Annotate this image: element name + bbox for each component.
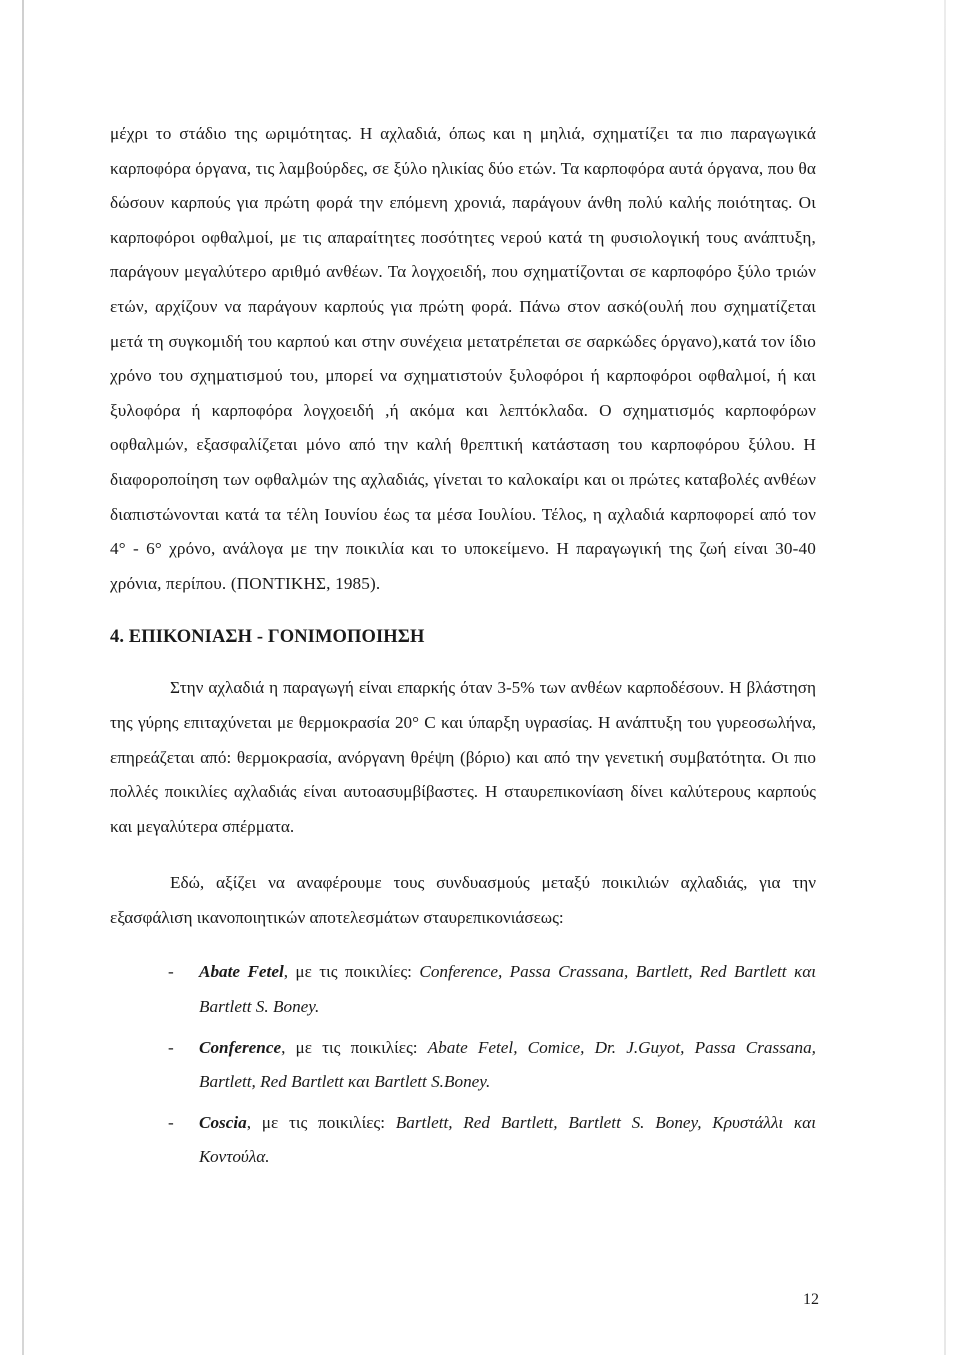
list-bullet: -: [168, 1037, 174, 1057]
pollinator-list: Bartlett, Red Bartlett, Bartlett S. Boney, Κρυστάλλι και Κοντούλα.: [199, 1112, 816, 1167]
list-bullet: -: [168, 1112, 174, 1132]
variety-name: Conference: [199, 1037, 282, 1057]
variety-name: Coscia: [199, 1112, 247, 1132]
document-page: [110, 117, 816, 1181]
variety-name: Abate Fetel: [199, 962, 284, 982]
list-item: [110, 1031, 816, 1100]
page-number: 12: [803, 1291, 819, 1308]
pollinator-list: Abate Fetel, Comice, Dr. J.Guyot, Passa Crassana, Bartlett, Red Bartlett και Bartlett S.Boney.: [199, 1037, 816, 1092]
section-heading: 4. ΕΠΙΚΟΝΙΑΣΗ - ΓΟΝΙΜΟΠΟΙΗΣΗ: [110, 627, 425, 648]
scan-edge-left: [22, 0, 24, 1355]
variety-separator: , με τις ποικιλίες:: [246, 1112, 396, 1132]
paragraph-pollination: Στην αχλαδιά η παραγωγή είναι επαρκής όταν 3-5% των ανθέων καρποδέσουν. Η βλάστηση της γύρης επιταχύνεται με θερμοκρασία 20° C και ύπαρξη υγρασίας. Η ανάπτυξη του γυρεοσωλήνα, επηρεάζεται από: θερμοκρασία, ανόργανη θρέψη (βόριο) και από την γενετική συμβατότητα. Οι πιο πολλές ποικιλίες αχλαδιάς είναι αυτοασυμβίβαστες. Η σταυρεπικονίαση δίνει καλύτερους καρπούς και μεγαλύτερα σπέρματα.: [110, 678, 816, 836]
scan-edge-right: [944, 0, 946, 1355]
variety-list: [110, 955, 816, 1175]
list-item: [110, 1106, 816, 1175]
list-item: [110, 955, 816, 1024]
paragraph-cross-pollination-intro: Εδώ, αξίζει να αναφέρουμε τους συνδυασμούς μεταξύ ποικιλιών αχλαδιάς, για την εξασφάλιση ικανοποιητικών αποτελεσμάτων σταυρεπικονιάσεως:: [110, 873, 816, 927]
paragraph-fruiting-organs: μέχρι το στάδιο της ωριμότητας. Η αχλαδιά, όπως και η μηλιά, σχηματίζει τα πιο παραγωγικά καρποφόρα όργανα, τις λαμβούρδες, σε ξύλο ηλικίας δύο ετών. Τα καρποφόρα αυτά όργανα, που θα δώσουν καρπούς για πρώτη φορά την επόμενη χρονιά, παράγουν άνθη πολύ καλής ποιότητας. Οι καρποφόροι οφθαλμοί, με τις απαραίτητες ποσότητες νερού κατά τη φυσιολογική τους ανάπτυξη, παράγουν μεγαλύτερο αριθμό ανθέων. Τα λογχοειδή, που σχηματίζονται σε καρποφόρο ξύλο τριών ετών, αρχίζουν να παράγουν καρπούς για πρώτη φορά. Πάνω στον ασκό(ουλή που σχηματίζεται μετά τη συγκομιδή του καρπού και στην συνέχεια μετατρέπεται σε σαρκώδες όργανο),κατά τον ίδιο χρόνο του σχηματισμού του, μπορεί να σχηματιστούν ξυλοφόροι ή καρποφόροι οφθαλμοί, ή και ξυλοφόρα ή καρποφόρα λογχοειδή ,ή ακόμα και λεπτόκλαδα. Ο σχηματισμός καρποφόρων οφθαλμών, εξασφαλίζεται μόνο από την καλή θρεπτική κατάσταση του καρποφόρου ξύλου. Η διαφοροποίηση των οφθαλμών της αχλαδιάς, γίνεται το καλοκαίρι και οι πρώτες καταβολές ανθέων διαπιστώνονται κατά τα τέλη Ιουνίου έως τα μέσα Ιουλίου. Τέλος, η αχλαδιά καρποφορεί από τον 4° - 6° χρόνο, ανάλογα με την ποικιλία και το υποκείμενο. Η παραγωγική της ζωή είναι 30-40 χρόνια, περίπου. (ΠΟΝΤΙΚΗΣ, 1985).: [110, 124, 816, 593]
variety-separator: , με τις ποικιλίες:: [283, 962, 420, 982]
list-bullet: -: [168, 962, 174, 982]
pollinator-list: Conference, Passa Crassana, Bartlett, Red Bartlett και Bartlett S. Boney.: [199, 962, 817, 1017]
variety-separator: , με τις ποικιλίες:: [281, 1037, 428, 1057]
